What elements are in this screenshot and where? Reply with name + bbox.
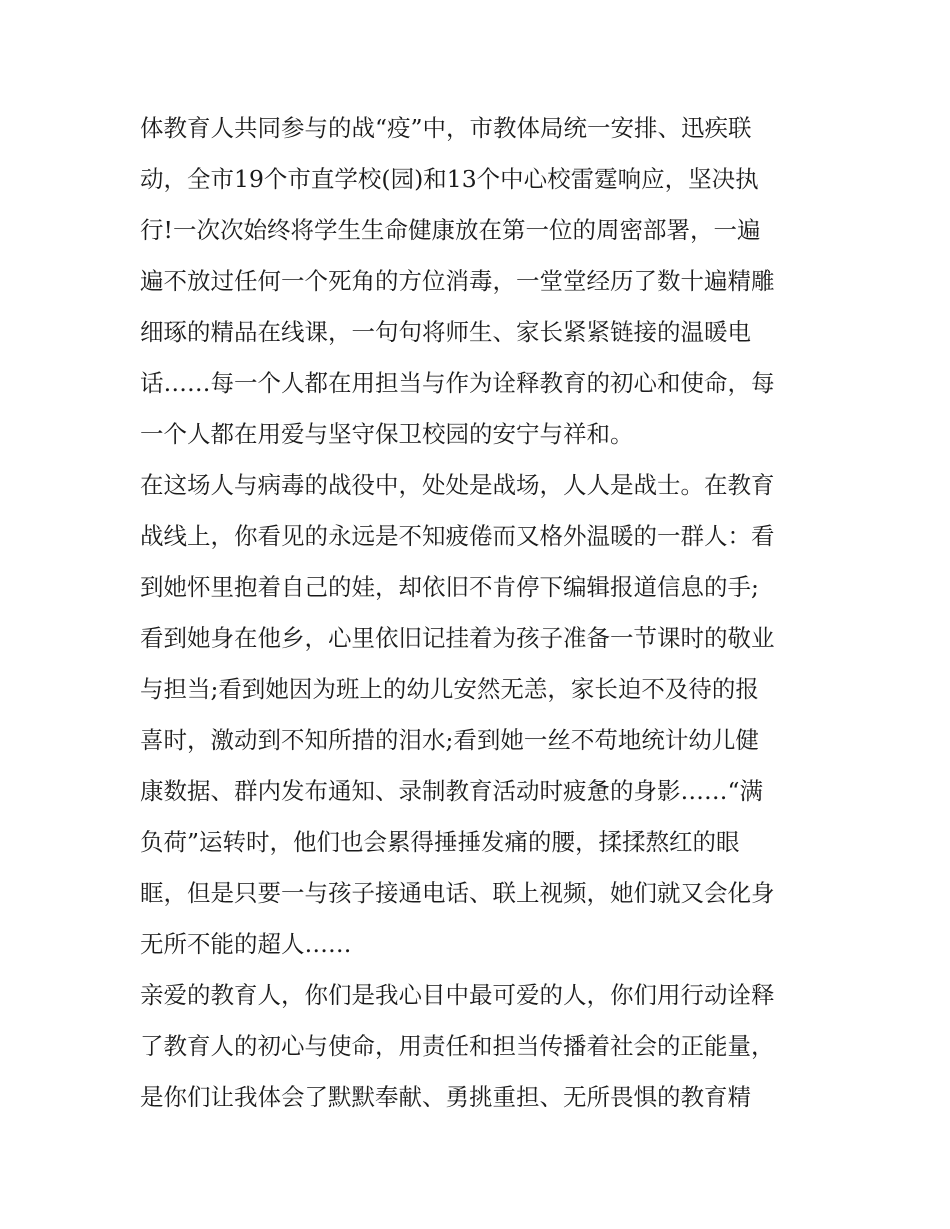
text-line: 体教育人共同参与的战“疫”中，市教体局统一安排、迅疾联 (140, 114, 752, 142)
text-line: 与担当;看到她因为班上的幼儿安然无恙，家长迫不及待的报 (140, 675, 759, 703)
text-line: 无所不能的超人…… (140, 930, 352, 958)
text-line: 话……每一个人都在用担当与作为诠释教育的初心和使命，每 (140, 369, 775, 397)
text-line: 喜时，激动到不知所措的泪水;看到她一丝不苟地统计幼儿健 (140, 726, 759, 754)
text-line: 了教育人的初心与使命，用责任和担当传播着社会的正能量， (140, 1032, 775, 1060)
text-line: 遍不放过任何一个死角的方位消毒，一堂堂经历了数十遍精雕 (140, 267, 775, 295)
text-line: 到她怀里抱着自己的娃，却依旧不肯停下编辑报道信息的手; (140, 573, 759, 601)
text-line: 动，全市19个市直学校(园)和13个中心校雷霆响应，坚决执 (140, 165, 759, 193)
body-text (140, 103, 820, 1123)
text-line: 眶，但是只要一与孩子接通电话、联上视频，她们就又会化身 (140, 879, 775, 907)
text-line: 细琢的精品在线课，一句句将师生、家长紧紧链接的温暖电 (140, 318, 751, 346)
text-line: 战线上，你看见的永远是不知疲倦而又格外温暖的一群人：看 (140, 522, 775, 550)
text-line: 一个人都在用爱与坚守保卫校园的安宁与祥和。 (140, 420, 634, 448)
text-line: 行!一次次始终将学生生命健康放在第一位的周密部署，一遍 (140, 216, 761, 244)
text-line: 负荷”运转时，他们也会累得捶捶发痛的腰，揉揉熬红的眼 (140, 828, 740, 856)
text-line: 康数据、群内发布通知、录制教育活动时疲惫的身影……“满 (140, 777, 764, 805)
text-line: 是你们让我体会了默默奉献、勇挑重担、无所畏惧的教育精 (140, 1083, 751, 1111)
text-line: 在这场人与病毒的战役中，处处是战场，人人是战士。在教育 (140, 471, 775, 499)
text-line: 看到她身在他乡，心里依旧记挂着为孩子准备一节课时的敬业 (140, 624, 775, 652)
text-line: 亲爱的教育人，你们是我心目中最可爱的人，你们用行动诠释 (140, 981, 775, 1009)
